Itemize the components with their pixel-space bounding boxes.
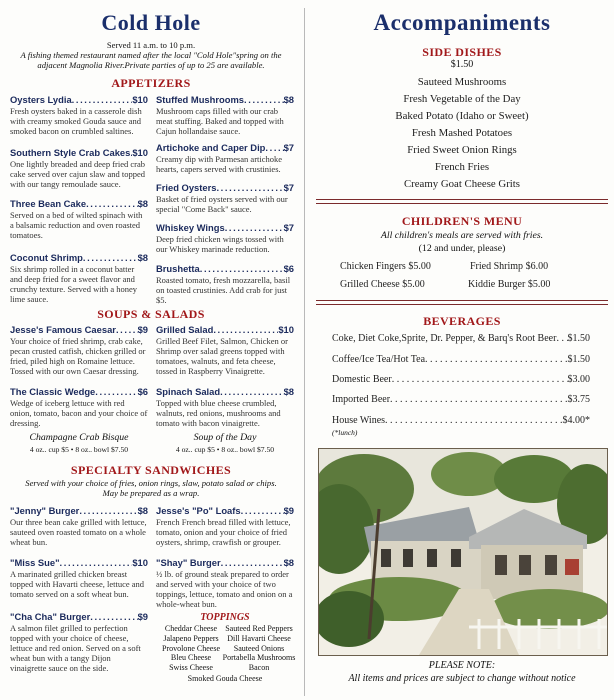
sandwiches-wrap-note: May be prepared as a wrap. xyxy=(102,488,200,498)
intro-text: A fishing themed restaurant named after the local "Cold Hole"spring on the adjacent Magnolia River.Private parties of up to 25 are available. xyxy=(20,50,282,70)
menu-item: Three Bean Cake . . . $8 Served on a bed of wilted spinach with a balsamic reduction and oven roasted tomatoes. xyxy=(10,198,148,240)
childrens-age-note: (12 and under, please) xyxy=(418,243,506,254)
childrens-note: All children's meals are served with fries. xyxy=(380,230,544,241)
restaurant-title: Cold Hole xyxy=(101,10,201,35)
notice-text: All items and prices are subject to change without notice xyxy=(348,673,576,684)
side-dish: Fried Sweet Onion Rings xyxy=(407,144,517,156)
lunch-note: (*lunch) xyxy=(332,428,358,437)
section-rule xyxy=(316,199,608,204)
menu-item: Whiskey Wings . . . $7 Deep fried chicken wings tossed with our Whiskey marinade reduction. xyxy=(156,222,294,254)
menu-item: Stuffed Mushrooms . . . $8 Mushroom caps filled with our crab meat stuffing. Baked and topped with Cajun hollandaise sauce. xyxy=(156,94,294,136)
bisque-name: Champagne Crab Bisque xyxy=(29,432,129,443)
side-dish: Baked Potato (Idaho or Sweet) xyxy=(395,110,529,122)
kids-item: Grilled Cheese $5.00 xyxy=(340,279,425,290)
kids-item: Kiddie Burger $5.00 xyxy=(468,279,551,290)
menu-item: The Classic Wedge . . . $6 Wedge of iceberg lettuce with red onion, tomato, bacon and your choice of dressing. xyxy=(10,386,148,428)
accompaniments-title: Accompaniments xyxy=(373,10,551,35)
side-dish: Fresh Mashed Potatoes xyxy=(411,127,513,139)
menu-item: Jesse's Famous Caesar . . . $9 Your choice of fried shrimp, crab cake, pecan crusted catfish, chicken grilled or fried, piled high on Romaine lettuce. Tossed with our own Caesar dressing. xyxy=(10,324,148,376)
side-dish: Creamy Goat Cheese Grits xyxy=(403,178,521,190)
beverage-item: House Wines . . . $4.00* xyxy=(332,415,590,426)
topping-smoked-gouda: Smoked Gouda Cheese xyxy=(187,674,263,683)
menu-item: "Cha Cha" Burger . . . $9 A salmon filet grilled to perfection topped with your choice of cheese, lettuce and red onion. Served on a soft wheat bun with a tangy Dijon vinaigrette sauce on the side. xyxy=(10,611,148,673)
side-dish: French Fries xyxy=(434,161,490,173)
kids-item: Fried Shrimp $6.00 xyxy=(470,261,549,272)
menu-item: Artichoke and Caper Dip . . . $7 Creamy dip with Parmesan artichoke hearts, capers served with crustinies. xyxy=(156,142,294,174)
column-divider xyxy=(304,8,305,696)
appetizers-heading: APPETIZERS xyxy=(111,76,191,90)
notice-heading: PLEASE NOTE: xyxy=(428,660,496,671)
menu-item: Oysters Lydia . . . $10 Fresh oysters baked in a casserole dish with creamy smoked Gouda sauce and smoked bacon on crumbled saltines. xyxy=(10,94,148,136)
childrens-menu-heading: CHILDREN'S MENU xyxy=(401,214,523,228)
section-rule xyxy=(316,300,608,305)
menu-item: Coconut Shrimp . . . $8 Six shrimp rolled in a coconut batter and deep fried for a sweet flavor and crunchy texture. Served with a honey lime sauce. xyxy=(10,252,148,304)
menu-item: Spinach Salad . . . $8 Topped with blue cheese crumbled, walnuts, red onions, mushrooms and tomato with bacon vinaigrette. xyxy=(156,386,294,428)
kids-item: Chicken Fingers $5.00 xyxy=(340,261,431,272)
sandwiches-note: Served with your choice of fries, onion rings, slaw, potato salad or chips. xyxy=(25,478,277,488)
toppings-list-right: Sauteed Red Peppers Dill Havarti Cheese Sauteed Onions Portabella Mushrooms Bacon xyxy=(222,624,296,673)
hours-text: Served 11 a.m. to 10 p.m. xyxy=(106,40,196,50)
menu-item: Southern Style Crab Cakes . . . $10 One lightly breaded and deep fried crab cake served over cajun slaw and topped with our tangy remoulade sauce. xyxy=(10,147,148,189)
menu-item: Jesse's "Po" Loafs . . . $9 French French bread filled with lettuce, tomato, onion and your choice of fried oysters, shrimp, crawfish or grouper. xyxy=(156,505,294,547)
toppings-heading: TOPPINGS xyxy=(200,612,250,623)
toppings-list-left: Cheddar Cheese Jalapeno Peppers Provolone Cheese Bleu Cheese Swiss Cheese xyxy=(162,624,220,673)
soup-of-day-price: 4 oz.. cup $5 • 8 oz.. bowl $7.50 xyxy=(175,445,275,454)
restaurant-painting xyxy=(318,448,608,656)
beverage-item: Coke, Diet Coke,Sprite, Dr. Pepper, & Barq's Root Beer . . . $1.50 xyxy=(332,333,590,344)
menu-item: "Miss Sue" . . . $10 A marinated grilled chicken breast topped with Havarti cheese, lettuce and tomato served on a soft wheat bun. xyxy=(10,557,148,599)
soups-heading: SOUPS & SALADS xyxy=(97,307,205,321)
beverage-item: Coffee/Ice Tea/Hot Tea . . . $1.50 xyxy=(332,354,590,365)
side-dishes-heading: SIDE DISHES xyxy=(422,45,502,59)
side-dish: Fresh Vegetable of the Day xyxy=(403,93,521,105)
bisque-price: 4 oz.. cup $5 • 8 oz.. bowl $7.50 xyxy=(29,445,129,454)
beverage-item: Imported Beer . . . $3.75 xyxy=(332,394,590,405)
menu-item: Brushetta . . . $6 Roasted tomato, fresh mozzarella, basil on toasted crustinies. Add crab for just $5. xyxy=(156,263,294,305)
menu-item: Grilled Salad . . . $10 Grilled Beef Filet, Salmon, Chicken or Shrimp over salad greens topped with tomatoes, walnuts, and feta cheese, tossed in Raspberry Vinaigrette. xyxy=(156,324,294,376)
menu-item: Fried Oysters . . . $7 Basket of fried oysters served with our special "Come Back" sauce. xyxy=(156,182,294,214)
soup-of-day-name: Soup of the Day xyxy=(193,432,257,443)
beverages-heading: BEVERAGES xyxy=(423,314,501,328)
menu-item: "Shay" Burger . . . $8 ½ lb. of ground steak prepared to order and served with your choice of two toppings, lettuce, tomato and onion on a whole-wheat bun. xyxy=(156,557,294,609)
side-dish: Sauteed Mushrooms xyxy=(417,76,507,88)
side-dishes-price: $1.50 xyxy=(450,59,474,70)
menu-item: "Jenny" Burger . . . $8 Our three bean cake grilled with lettuce, sauteed oven roasted tomato on a whole wheat bun. xyxy=(10,505,148,547)
beverage-item: Domestic Beer . . . $3.00 xyxy=(332,374,590,385)
sandwiches-heading: SPECIALTY SANDWICHES xyxy=(70,463,232,477)
